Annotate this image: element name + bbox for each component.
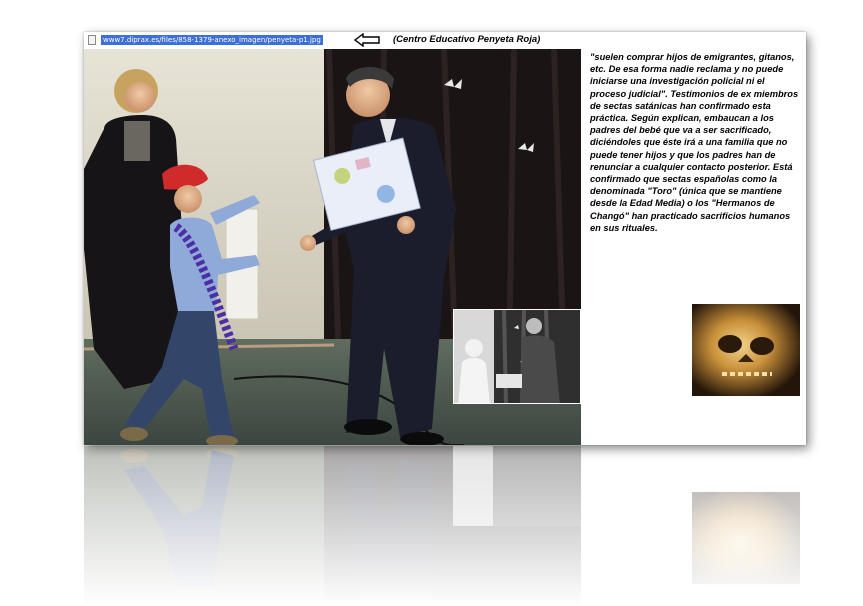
- reflection: [84, 446, 806, 606]
- photo-caption: (Centro Educativo Penyeta Roja): [393, 34, 541, 45]
- main-photo: [84, 49, 581, 445]
- collage-card: [84, 32, 806, 445]
- page-icon: [88, 35, 96, 45]
- inset-photo: [453, 309, 581, 404]
- address-bar[interactable]: [84, 32, 582, 48]
- url-text[interactable]: www7.diprax.es/files/858-1379-anexo_imagen/penyeta-p1.jpg: [103, 36, 321, 44]
- left-arrow-icon: [354, 33, 380, 47]
- article-text: "suelen comprar hijos de emigrantes, gitanos, etc. De esa forma nadie reclama y no puede iniciarse una investigación policial ni el proceso judicial". Testimonios de ex miembros de sectas satánicas han confirmado esta práctica. Según explican, embaucan a los padres del bebé que va a ser sacrificado, diciéndoles que éste irá a una familia que no puede tener hijos y que los padres han de renunciar a cualquier contacto posterior. Está confirmado que sectas españolas como la denominada "Toro" (única que se mantiene desde la Edad Media) o los "Hermanos de Changó" han practicado sacrificios humanos en sus rituales.: [590, 52, 799, 233]
- skull-image: [692, 304, 800, 396]
